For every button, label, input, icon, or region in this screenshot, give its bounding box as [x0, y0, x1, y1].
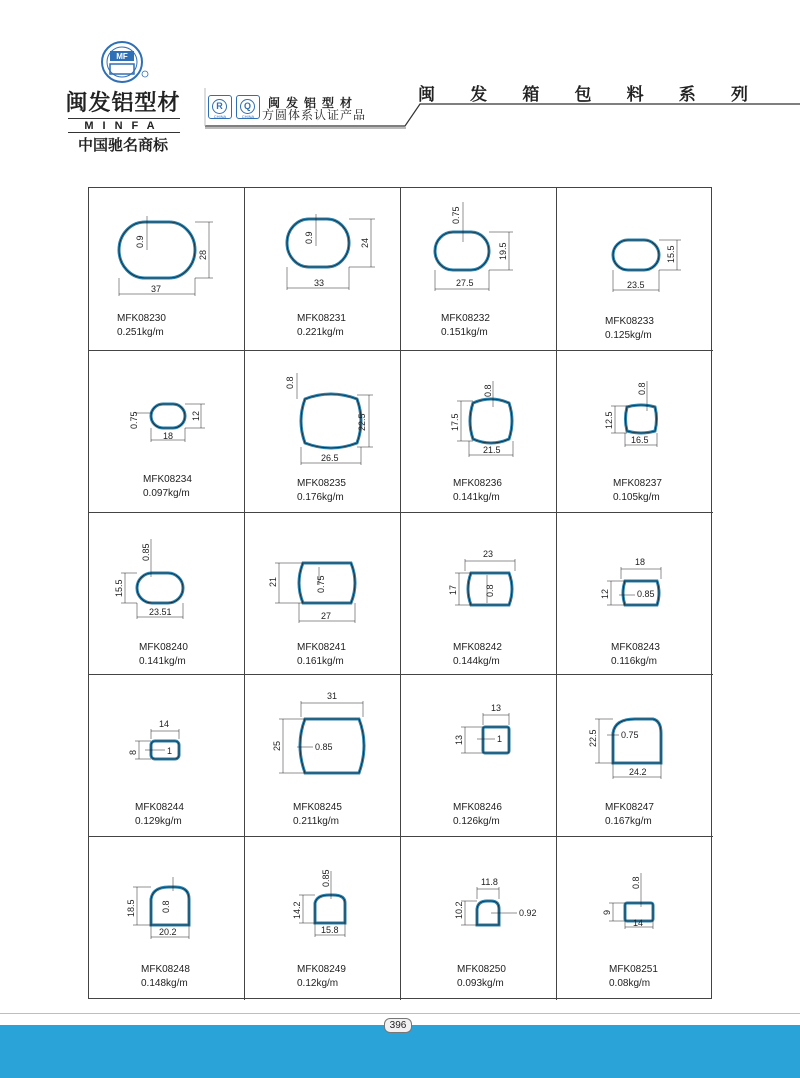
product-code: MFK08250 — [457, 964, 506, 975]
svg-text:0.8: 0.8 — [483, 384, 493, 397]
product-weight: 0.105kg/m — [613, 492, 660, 503]
profile-drawing-icon — [557, 513, 713, 638]
series-title: 闽 发 箱 包 料 系 列 — [418, 85, 748, 105]
product-cell — [401, 188, 557, 351]
svg-text:8: 8 — [128, 749, 138, 755]
svg-text:15.8: 15.8 — [321, 925, 339, 935]
product-code: MFK08242 — [453, 642, 502, 653]
product-code: MFK08247 — [605, 802, 654, 813]
svg-text:0.8: 0.8 — [285, 376, 295, 389]
cert-q-badge-icon: Q CHINA — [236, 95, 260, 119]
footer-rule — [0, 1013, 800, 1014]
svg-text:15.5: 15.5 — [114, 579, 124, 597]
product-cell — [89, 837, 245, 1000]
product-code: MFK08240 — [139, 642, 188, 653]
svg-text:14: 14 — [633, 918, 644, 928]
svg-text:27: 27 — [321, 611, 332, 621]
svg-text:28: 28 — [198, 249, 208, 260]
product-cell — [245, 513, 401, 675]
svg-text:26.5: 26.5 — [321, 453, 339, 463]
product-code: MFK08236 — [453, 478, 502, 489]
svg-text:23.5: 23.5 — [627, 280, 645, 290]
svg-text:9: 9 — [602, 909, 612, 915]
svg-text:14.2: 14.2 — [292, 901, 302, 919]
svg-text:17: 17 — [448, 584, 458, 595]
product-code: MFK08235 — [297, 478, 346, 489]
product-cell — [401, 513, 557, 675]
product-weight: 0.141kg/m — [139, 656, 186, 667]
profile-drawing-icon — [245, 675, 401, 800]
profile-drawing-icon — [557, 837, 713, 962]
svg-text:0.92: 0.92 — [519, 908, 537, 918]
svg-text:18.5: 18.5 — [126, 899, 136, 917]
product-weight: 0.08kg/m — [609, 978, 651, 989]
svg-text:0.9: 0.9 — [135, 235, 145, 248]
svg-text:16.5: 16.5 — [631, 435, 649, 445]
svg-text:37: 37 — [151, 284, 162, 294]
svg-text:0.85: 0.85 — [315, 742, 333, 752]
svg-text:0.85: 0.85 — [141, 543, 151, 561]
product-code: MFK08246 — [453, 802, 502, 813]
profile-drawing-icon — [89, 351, 245, 476]
profile-drawing-icon — [401, 188, 557, 313]
product-weight: 0.148kg/m — [141, 978, 188, 989]
product-weight: 0.126kg/m — [453, 816, 500, 827]
svg-text:24.2: 24.2 — [629, 767, 647, 777]
svg-text:25: 25 — [272, 740, 282, 751]
svg-text:0.75: 0.75 — [129, 411, 139, 429]
page-number: 396 — [384, 1018, 412, 1033]
cert-r-badge-icon: R CHINA — [208, 95, 232, 119]
product-code: MFK08245 — [293, 802, 342, 813]
brand-name-cn: 闽发铝型材 — [65, 90, 181, 116]
svg-text:12.5: 12.5 — [604, 411, 614, 429]
product-weight: 0.12kg/m — [297, 978, 339, 989]
product-code: MFK08234 — [143, 474, 192, 485]
svg-text:13: 13 — [454, 734, 464, 745]
svg-text:23: 23 — [483, 549, 494, 559]
profile-drawing-icon — [245, 837, 401, 962]
product-cell — [245, 188, 401, 351]
svg-text:24: 24 — [360, 237, 370, 248]
svg-text:15.5: 15.5 — [666, 245, 676, 263]
svg-text:0.85: 0.85 — [637, 589, 655, 599]
svg-text:0.8: 0.8 — [637, 382, 647, 395]
product-weight: 0.125kg/m — [605, 330, 652, 341]
svg-text:14: 14 — [159, 719, 170, 729]
svg-text:0.75: 0.75 — [451, 206, 461, 224]
product-code: MFK08244 — [135, 802, 184, 813]
product-code: MFK08231 — [297, 313, 346, 324]
product-weight: 0.176kg/m — [297, 492, 344, 503]
product-code: MFK08237 — [613, 478, 662, 489]
product-cell — [557, 837, 713, 1000]
svg-text:0.8: 0.8 — [631, 876, 641, 889]
profile-drawing-icon — [245, 351, 401, 476]
svg-text:0.8: 0.8 — [485, 584, 495, 597]
cert-brand: 闽发铝型材 — [268, 96, 359, 110]
product-weight: 0.221kg/m — [297, 327, 344, 338]
product-cell — [557, 188, 713, 351]
product-code: MFK08233 — [605, 316, 654, 327]
svg-text:0.9: 0.9 — [304, 231, 314, 244]
product-code: MFK08241 — [297, 642, 346, 653]
svg-text:33: 33 — [314, 278, 325, 288]
product-cell — [401, 675, 557, 837]
svg-text:11.8: 11.8 — [481, 877, 498, 887]
product-weight: 0.129kg/m — [135, 816, 182, 827]
product-grid — [88, 187, 712, 999]
svg-text:1: 1 — [497, 734, 503, 744]
profile-drawing-icon — [89, 837, 245, 962]
brand-trademark: 中国驰名商标 — [77, 137, 168, 154]
profile-drawing-icon — [89, 675, 245, 800]
product-cell — [557, 351, 713, 513]
cert-caption: 方圆体系认证产品 — [262, 108, 367, 122]
product-weight: 0.211kg/m — [293, 816, 339, 827]
product-code: MFK08243 — [611, 642, 660, 653]
svg-text:0.85: 0.85 — [321, 869, 331, 887]
profile-drawing-icon — [401, 837, 557, 962]
svg-text:12: 12 — [191, 410, 201, 421]
product-cell — [89, 351, 245, 513]
svg-text:0.8: 0.8 — [161, 900, 171, 913]
profile-drawing-icon — [245, 188, 401, 313]
profile-drawing-icon — [557, 675, 713, 800]
product-cell — [89, 513, 245, 675]
product-cell — [557, 513, 713, 675]
svg-text:19.5: 19.5 — [498, 242, 508, 260]
profile-drawing-icon — [401, 351, 557, 476]
profile-drawing-icon — [557, 188, 713, 313]
svg-text:22.5: 22.5 — [357, 413, 367, 431]
brand-name-en: MINFA — [68, 118, 180, 133]
product-weight: 0.251kg/m — [117, 327, 164, 338]
svg-text:13: 13 — [491, 703, 502, 713]
product-weight: 0.141kg/m — [453, 492, 500, 503]
product-code: MFK08232 — [441, 313, 490, 324]
product-weight: 0.167kg/m — [605, 816, 652, 827]
svg-text:21: 21 — [268, 576, 278, 587]
svg-text:18: 18 — [635, 557, 646, 567]
svg-text:21.5: 21.5 — [483, 445, 501, 455]
svg-text:22.5: 22.5 — [588, 729, 598, 747]
product-weight: 0.116kg/m — [611, 656, 657, 667]
product-code: MFK08251 — [609, 964, 658, 975]
svg-text:0.75: 0.75 — [621, 730, 639, 740]
product-weight: 0.093kg/m — [457, 978, 504, 989]
product-weight: 0.144kg/m — [453, 656, 500, 667]
product-cell — [401, 837, 557, 1000]
profile-drawing-icon — [89, 188, 245, 313]
svg-text:23.51: 23.51 — [149, 607, 172, 617]
logo-mark-text: MF — [116, 52, 128, 61]
svg-text:17.5: 17.5 — [450, 413, 460, 431]
product-code: MFK08248 — [141, 964, 190, 975]
brand-logo — [58, 38, 208, 154]
product-weight: 0.097kg/m — [143, 488, 190, 499]
product-cell — [245, 351, 401, 513]
svg-text:1: 1 — [167, 746, 173, 756]
product-code: MFK08249 — [297, 964, 346, 975]
svg-text:31: 31 — [327, 691, 338, 701]
product-weight: 0.161kg/m — [297, 656, 344, 667]
profile-drawing-icon — [557, 351, 713, 476]
product-cell — [245, 675, 401, 837]
product-code: MFK08230 — [117, 313, 166, 324]
profile-drawing-icon — [89, 513, 245, 638]
profile-drawing-icon — [245, 513, 401, 638]
product-cell — [401, 351, 557, 513]
product-cell — [89, 675, 245, 837]
brand-emblem-icon — [98, 38, 152, 86]
svg-text:20.2: 20.2 — [159, 927, 177, 937]
product-cell — [89, 188, 245, 351]
svg-text:12: 12 — [600, 588, 610, 599]
svg-text:27.5: 27.5 — [456, 278, 474, 288]
product-weight: 0.151kg/m — [441, 327, 488, 338]
svg-text:0.75: 0.75 — [316, 575, 326, 593]
profile-drawing-icon — [401, 513, 557, 638]
svg-text:10.2: 10.2 — [454, 901, 464, 919]
product-cell — [245, 837, 401, 1000]
profile-drawing-icon — [401, 675, 557, 800]
svg-text:18: 18 — [163, 431, 174, 441]
product-cell — [557, 675, 713, 837]
